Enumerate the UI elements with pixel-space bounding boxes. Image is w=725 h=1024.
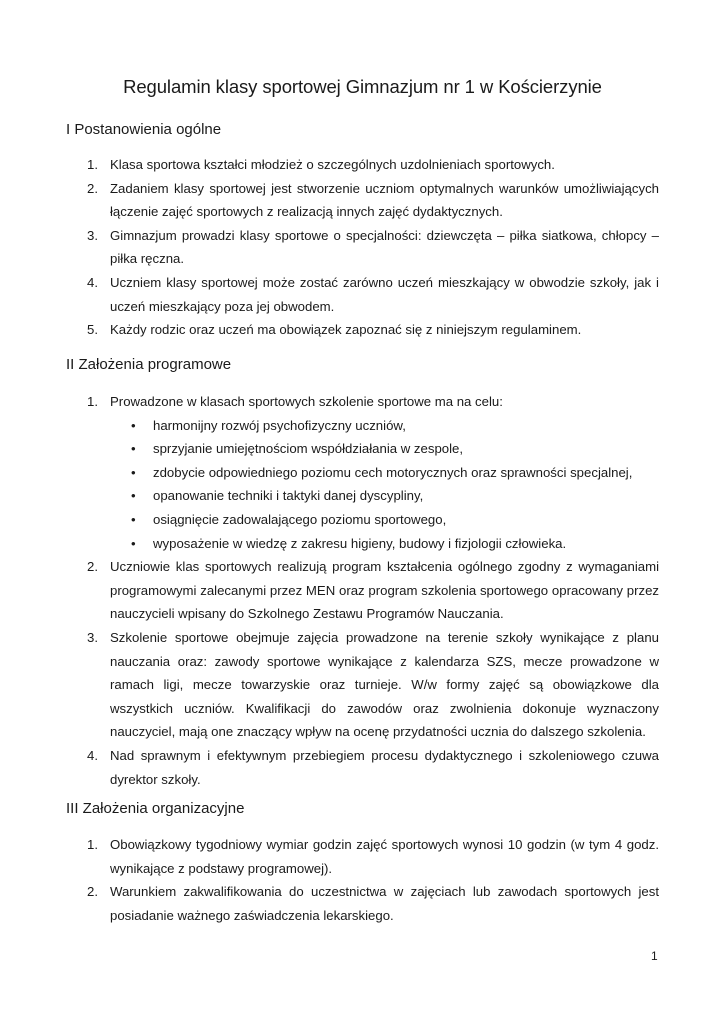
- bullet-icon: •: [131, 441, 136, 457]
- item-text: Zadaniem klasy sportowej jest stworzenie uczniom optymalnych warunków umożliwiających łączenie zajęć sportowych z realizacją innych zajęć dydaktycznych.: [110, 180, 659, 220]
- section-heading-3: III Założenia organizacyjne: [66, 800, 245, 817]
- item-number: 1.: [87, 157, 98, 172]
- list-item: [0, 626, 725, 744]
- bullet-icon: •: [131, 535, 136, 551]
- bullet-item: [0, 437, 659, 461]
- item-text: Nad sprawnym i efektywnym przebiegiem procesu dydaktycznego i szkoleniowego czuwa dyrektor szkoły.: [110, 747, 659, 787]
- document-title: Regulamin klasy sportowej Gimnazjum nr 1 w Kościerzynie: [123, 76, 602, 97]
- item-text: Uczniowie klas sportowych realizują program kształcenia ogólnego zgodny z wymaganiami programowymi zalecanymi przez MEN oraz program szkolenia sportowego opracowany przez nauczycieli wpisany do Szkolnego Zestawu Programów Nauczania.: [110, 559, 659, 622]
- list-item: [0, 153, 725, 177]
- item-number: 1.: [87, 394, 98, 409]
- bullet-text: zdobycie odpowiedniego poziomu cech motorycznych oraz sprawności specjalnej,: [153, 464, 633, 480]
- item-text: Warunkiem zakwalifikowania do uczestnictwa w zajęciach lub zawodach sportowych jest posiadanie ważnego zaświadczenia lekarskiego.: [110, 884, 659, 923]
- list-item: [0, 271, 725, 318]
- bullet-item: [0, 484, 659, 508]
- item-number: 1.: [87, 837, 98, 852]
- item-number: 3.: [87, 629, 98, 645]
- item-number: 2.: [87, 884, 98, 900]
- bullet-icon: •: [131, 417, 136, 433]
- section-heading-1: I Postanowienia ogólne: [66, 121, 222, 138]
- bullet-icon: •: [131, 488, 136, 504]
- list-item: [0, 880, 725, 927]
- bullet-text: sprzyjanie umiejętnościom współdziałania w zespole,: [153, 441, 464, 457]
- item-text: Klasa sportowa kształci młodzież o szczególnych uzdolnieniach sportowych.: [110, 157, 555, 172]
- section-2-list: [0, 390, 725, 791]
- page-number: 1: [651, 949, 658, 963]
- bullet-item: [0, 414, 659, 438]
- item-number: 4.: [87, 274, 98, 290]
- item-text: Szkolenie sportowe obejmuje zajęcia prowadzone na terenie szkoły wynikające z planu nauczania oraz: zawody sportowe wynikające z kalendarza SZS, mecze prowadzone w ramach ligi, mecze towarzyskie oraz turnieje. W/w formy zajęć są obowiązkowe dla wszystkich uczniów. Kwalifikacji do zawodów oraz zwolnienia dokonuje wyznaczony nauczyciel, mają one znaczący wpływ na ocenę przydatności ucznia do dalszego szkolenia.: [110, 629, 659, 740]
- item-number: 3.: [87, 227, 98, 243]
- bullet-item: [0, 532, 659, 556]
- bullet-list: [110, 414, 659, 556]
- item-number: 2.: [87, 180, 98, 196]
- item-text: Gimnazjum prowadzi klasy sportowe o specjalności: dziewczęta – piłka siatkowa, chłopcy – piłka ręczna.: [110, 227, 659, 267]
- list-item: [0, 555, 725, 626]
- list-item: [0, 744, 725, 791]
- item-text: Każdy rodzic oraz uczeń ma obowiązek zapoznać się z niniejszym regulaminem.: [110, 322, 582, 338]
- item-number: 4.: [87, 747, 98, 763]
- list-item: [0, 390, 725, 555]
- bullet-icon: •: [131, 464, 136, 480]
- item-text: Prowadzone w klasach sportowych szkolenie sportowe ma na celu:: [110, 394, 503, 409]
- list-item: [0, 224, 725, 271]
- bullet-text: harmonijny rozwój psychofizyczny uczniów,: [153, 417, 406, 433]
- section-1-list: [0, 153, 725, 342]
- bullet-text: osiągnięcie zadowalającego poziomu sportowego,: [153, 511, 447, 527]
- item-number: 2.: [87, 559, 98, 575]
- bullet-icon: •: [131, 511, 136, 527]
- bullet-text: wyposażenie w wiedzę z zakresu higieny, budowy i fizjologii człowieka.: [153, 535, 567, 551]
- list-item: [0, 177, 725, 224]
- item-number: 5.: [87, 322, 98, 338]
- section-3-list: [0, 833, 725, 927]
- item-text: Uczniem klasy sportowej może zostać zarówno uczeń mieszkający w obwodzie szkoły, jak i uczeń mieszkający poza jej obwodem.: [110, 274, 659, 314]
- item-text: Obowiązkowy tygodniowy wymiar godzin zajęć sportowych wynosi 10 godzin (w tym 4 godz. wynikające z podstawy programowej).: [110, 837, 659, 876]
- list-item: [0, 833, 725, 880]
- bullet-item: [0, 461, 659, 485]
- list-item: [0, 318, 725, 342]
- bullet-item: [0, 508, 659, 532]
- section-heading-2: II Założenia programowe: [66, 356, 232, 373]
- bullet-text: opanowanie techniki i taktyki danej dyscypliny,: [153, 488, 424, 504]
